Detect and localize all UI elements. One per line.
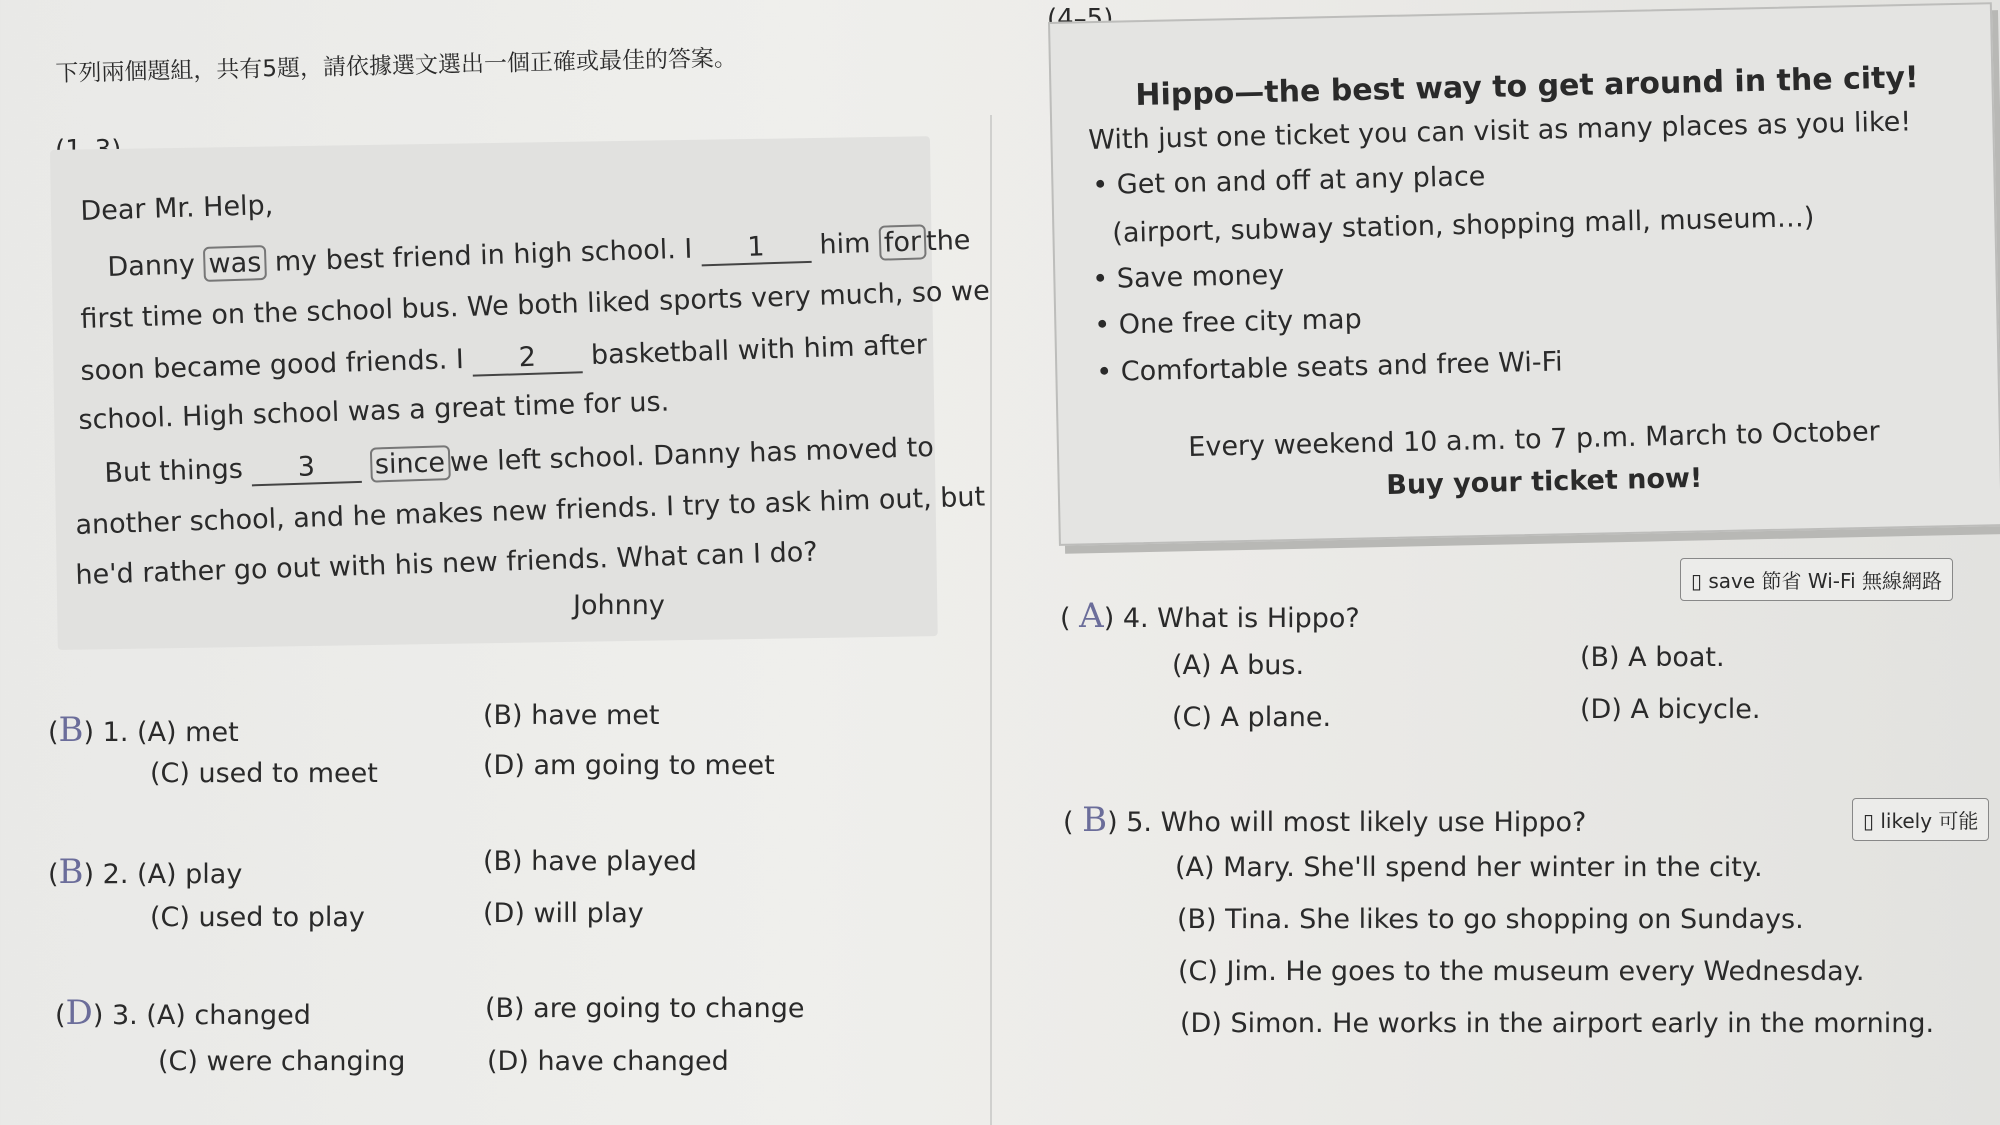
blank-1: 1 bbox=[700, 230, 811, 266]
letter-line-5: But things 3 since we left school. Danny has moved to bbox=[104, 431, 935, 489]
question-3: (D) 3. (A) changed bbox=[55, 993, 311, 1033]
glossary-box-2: ▯ likely 可能 bbox=[1852, 798, 1989, 841]
question-1-option-b: (B) have met bbox=[483, 700, 660, 731]
question-5-option-c: (C) Jim. He goes to the museum every Wednesday. bbox=[1178, 956, 1865, 987]
question-4: ( A) 4. What is Hippo? bbox=[1060, 596, 1360, 636]
question-3-option-b: (B) are going to change bbox=[485, 993, 805, 1024]
ad-call-to-action: Buy your ticket now! bbox=[1386, 462, 1703, 501]
boxed-word-since: since bbox=[369, 445, 450, 483]
question-1: (B) 1. (A) met bbox=[48, 710, 239, 750]
ad-bullet-2: • Save money bbox=[1092, 259, 1285, 295]
handwritten-answer-2: B bbox=[58, 852, 84, 892]
question-1-option-c: (C) used to meet bbox=[150, 758, 378, 789]
ad-title: Hippo—the best way to get around in the city! bbox=[1135, 60, 1920, 113]
ad-bullet-4: • Comfortable seats and free Wi-Fi bbox=[1096, 346, 1563, 388]
handwritten-answer-3: D bbox=[65, 993, 93, 1033]
blank-3: 3 bbox=[251, 450, 362, 486]
letter-line-1: Danny was my best friend in high school. I 1 him for the bbox=[107, 224, 971, 283]
question-3-option-d: (D) have changed bbox=[487, 1046, 729, 1077]
question-5-option-d: (D) Simon. He works in the airport early in the morning. bbox=[1180, 1008, 1935, 1039]
question-5: ( B) 5. Who will most likely use Hippo? bbox=[1063, 800, 1587, 840]
letter-line-6: another school, and he makes new friends. I try to ask him out, but bbox=[75, 481, 986, 541]
question-3-option-c: (C) were changing bbox=[158, 1046, 406, 1077]
letter-signature: Johnny bbox=[573, 590, 665, 621]
handwritten-answer-4: A bbox=[1079, 596, 1104, 636]
question-1-option-d: (D) am going to meet bbox=[483, 750, 775, 781]
glossary-box-1: ▯ save 節省 Wi-Fi 無線網路 bbox=[1680, 558, 1953, 601]
handwritten-answer-5: B bbox=[1082, 800, 1108, 840]
column-divider bbox=[990, 115, 992, 1125]
question-5-option-a: (A) Mary. She'll spend her winter in the city. bbox=[1175, 852, 1763, 883]
letter-greeting: Dear Mr. Help, bbox=[80, 189, 274, 227]
letter-line-2: first time on the school bus. We both liked sports very much, so we bbox=[80, 275, 991, 335]
question-2-option-d: (D) will play bbox=[483, 898, 644, 929]
question-2-option-c: (C) used to play bbox=[150, 902, 365, 933]
question-5-option-b: (B) Tina. She likes to go shopping on Sundays. bbox=[1177, 904, 1804, 935]
boxed-word-was: was bbox=[203, 245, 267, 282]
instructions: 下列兩個題組，共有5題，請依據選文選出一個正確或最佳的答案。 bbox=[55, 45, 738, 87]
handwritten-answer-1: B bbox=[58, 710, 84, 750]
boxed-word-for: for bbox=[878, 224, 926, 260]
group2-label: (4–5) bbox=[1047, 4, 1114, 34]
question-4-option-c: (C) A plane. bbox=[1172, 702, 1332, 733]
ad-subtitle: With just one ticket you can visit as many places as you like! bbox=[1088, 106, 1912, 156]
letter-line-3: soon became good friends. I 2 basketball with him after bbox=[80, 329, 928, 387]
letter-line-7: he'd rather go out with his new friends. What can I do? bbox=[75, 536, 819, 591]
ad-hours: Every weekend 10 a.m. to 7 p.m. March to October bbox=[1188, 416, 1881, 463]
book-icon: ▯ bbox=[1863, 809, 1875, 833]
question-2: (B) 2. (A) play bbox=[48, 852, 243, 892]
book-icon: ▯ bbox=[1691, 569, 1703, 593]
blank-2: 2 bbox=[472, 340, 583, 376]
question-4-option-d: (D) A bicycle. bbox=[1580, 694, 1761, 725]
question-4-option-a: (A) A bus. bbox=[1172, 650, 1305, 681]
ad-bullet-1: • Get on and off at any place bbox=[1092, 161, 1486, 201]
letter-line-4: school. High school was a great time for us. bbox=[78, 386, 670, 436]
question-4-option-b: (B) A boat. bbox=[1580, 642, 1725, 673]
ad-bullet-1-detail: (airport, subway station, shopping mall, museum…) bbox=[1112, 202, 1815, 249]
ad-bullet-3: • One free city map bbox=[1094, 303, 1363, 341]
question-2-option-b: (B) have played bbox=[483, 846, 697, 877]
